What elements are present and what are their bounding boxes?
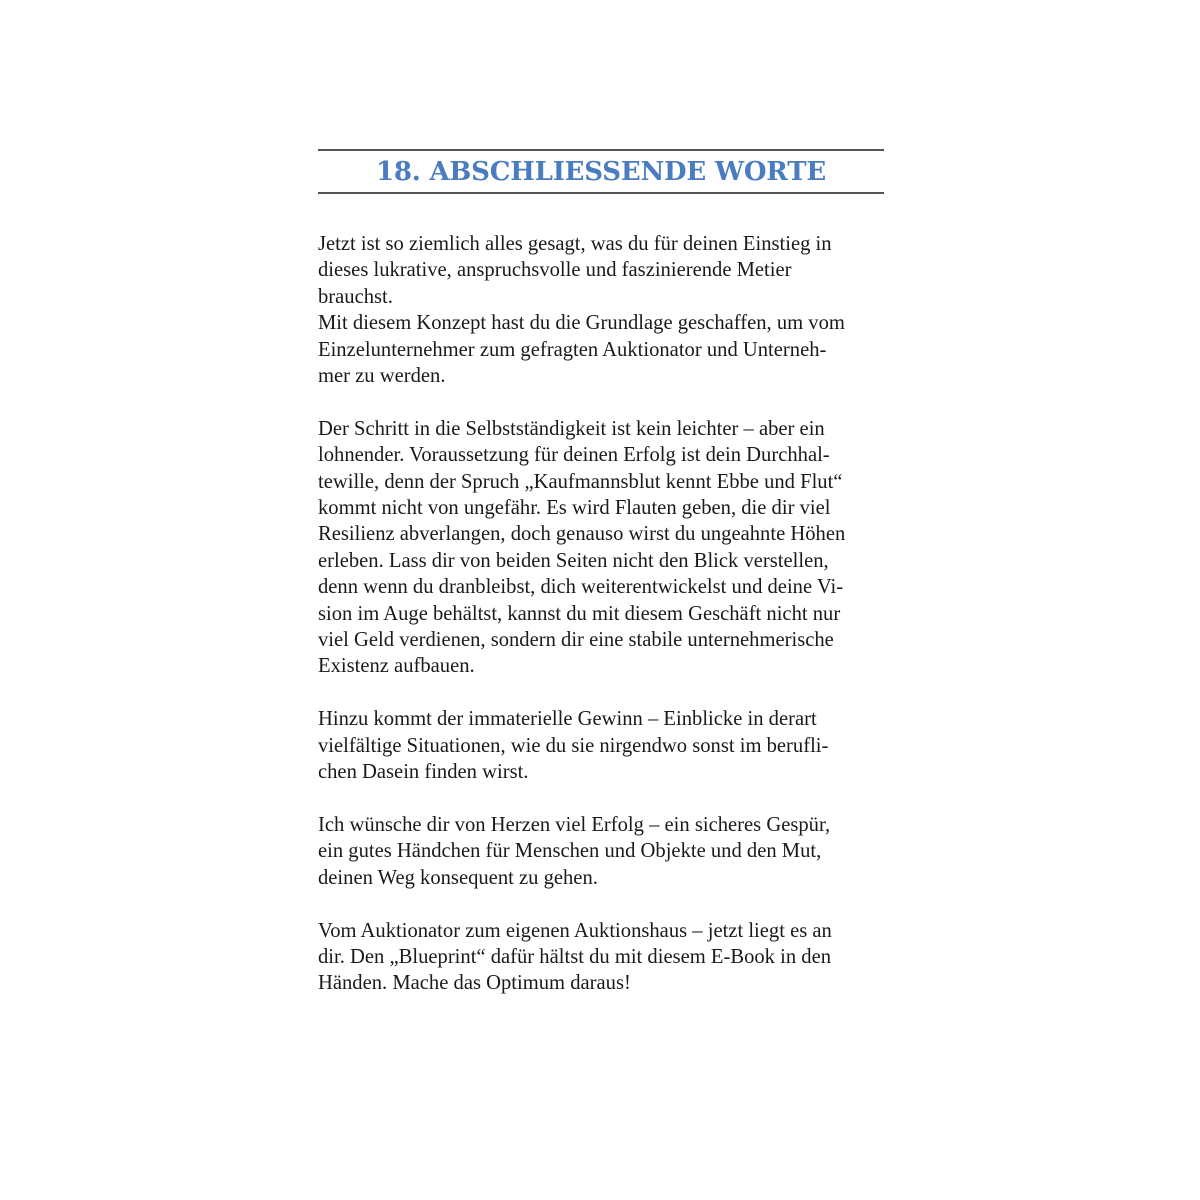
document-page: [318, 149, 884, 1023]
paragraph-line: Der Schritt in die Selbstständigkeit ist kein leichter – aber ein: [318, 417, 825, 440]
chapter-heading-block: [318, 149, 884, 194]
paragraph-line: Vom Auktionator zum eigenen Auktionshaus – jetzt liegt es an: [318, 919, 832, 942]
chapter-body: [318, 231, 884, 997]
paragraph-line: chen Dasein finden wirst.: [318, 761, 529, 784]
paragraph: [318, 918, 884, 997]
paragraph-line: dieses lukrative, anspruchsvolle und faszinierende Metier: [318, 259, 792, 282]
paragraph-line: mer zu werden.: [318, 365, 446, 388]
paragraph-line: Ich wünsche dir von Herzen viel Erfolg – ein sicheres Gespür,: [318, 813, 831, 836]
paragraph-line: deinen Weg konsequent zu gehen.: [318, 866, 598, 889]
paragraph-line: brauchst.: [318, 285, 393, 308]
paragraph: [318, 231, 884, 389]
paragraph-line: ein gutes Händchen für Menschen und Objekte und den Mut,: [318, 840, 822, 863]
paragraph-line: Mit diesem Konzept hast du die Grundlage geschaffen, um vom: [318, 312, 845, 335]
paragraph: [318, 706, 884, 785]
paragraph-line: dir. Den „Blueprint“ dafür hältst du mit diesem E-Book in den: [318, 945, 832, 968]
paragraph-line: tewille, denn der Spruch „Kaufmannsblut kennt Ebbe und Flut“: [318, 470, 843, 493]
paragraph-line: denn wenn du dranbleibst, dich weiterentwickelst und deine Vi-: [318, 576, 844, 599]
paragraph: [318, 812, 884, 891]
paragraph-line: Jetzt ist so ziemlich alles gesagt, was du für deinen Einstieg in: [318, 233, 832, 255]
paragraph-line: Existenz aufbauen.: [318, 655, 475, 678]
paragraph-line: viel Geld verdienen, sondern dir eine stabile unternehmerische: [318, 629, 834, 652]
paragraph-line: kommt nicht von ungefähr. Es wird Flauten geben, die dir viel: [318, 497, 831, 520]
paragraph: [318, 416, 884, 680]
paragraph-line: Einzelunternehmer zum gefragten Auktionator und Unterneh-: [318, 338, 827, 361]
paragraph-line: sion im Auge behältst, kannst du mit diesem Geschäft nicht nur: [318, 602, 841, 625]
paragraph-line: vielfältige Situationen, wie du sie nirgendwo sonst im berufli-: [318, 734, 829, 757]
paragraph-line: Resilienz abverlangen, doch genauso wirst du ungeahnte Höhen: [318, 523, 846, 546]
paragraph-line: Hinzu kommt der immaterielle Gewinn – Einblicke in derart: [318, 708, 817, 731]
paragraph-line: lohnender. Voraussetzung für deinen Erfolg ist dein Durchhal-: [318, 444, 830, 467]
paragraph-line: erleben. Lass dir von beiden Seiten nicht den Blick verstellen,: [318, 549, 829, 572]
paragraph-line: Händen. Mache das Optimum daraus!: [318, 972, 631, 995]
chapter-heading: 18. ABSCHLIESSENDE WORTE: [375, 156, 827, 187]
